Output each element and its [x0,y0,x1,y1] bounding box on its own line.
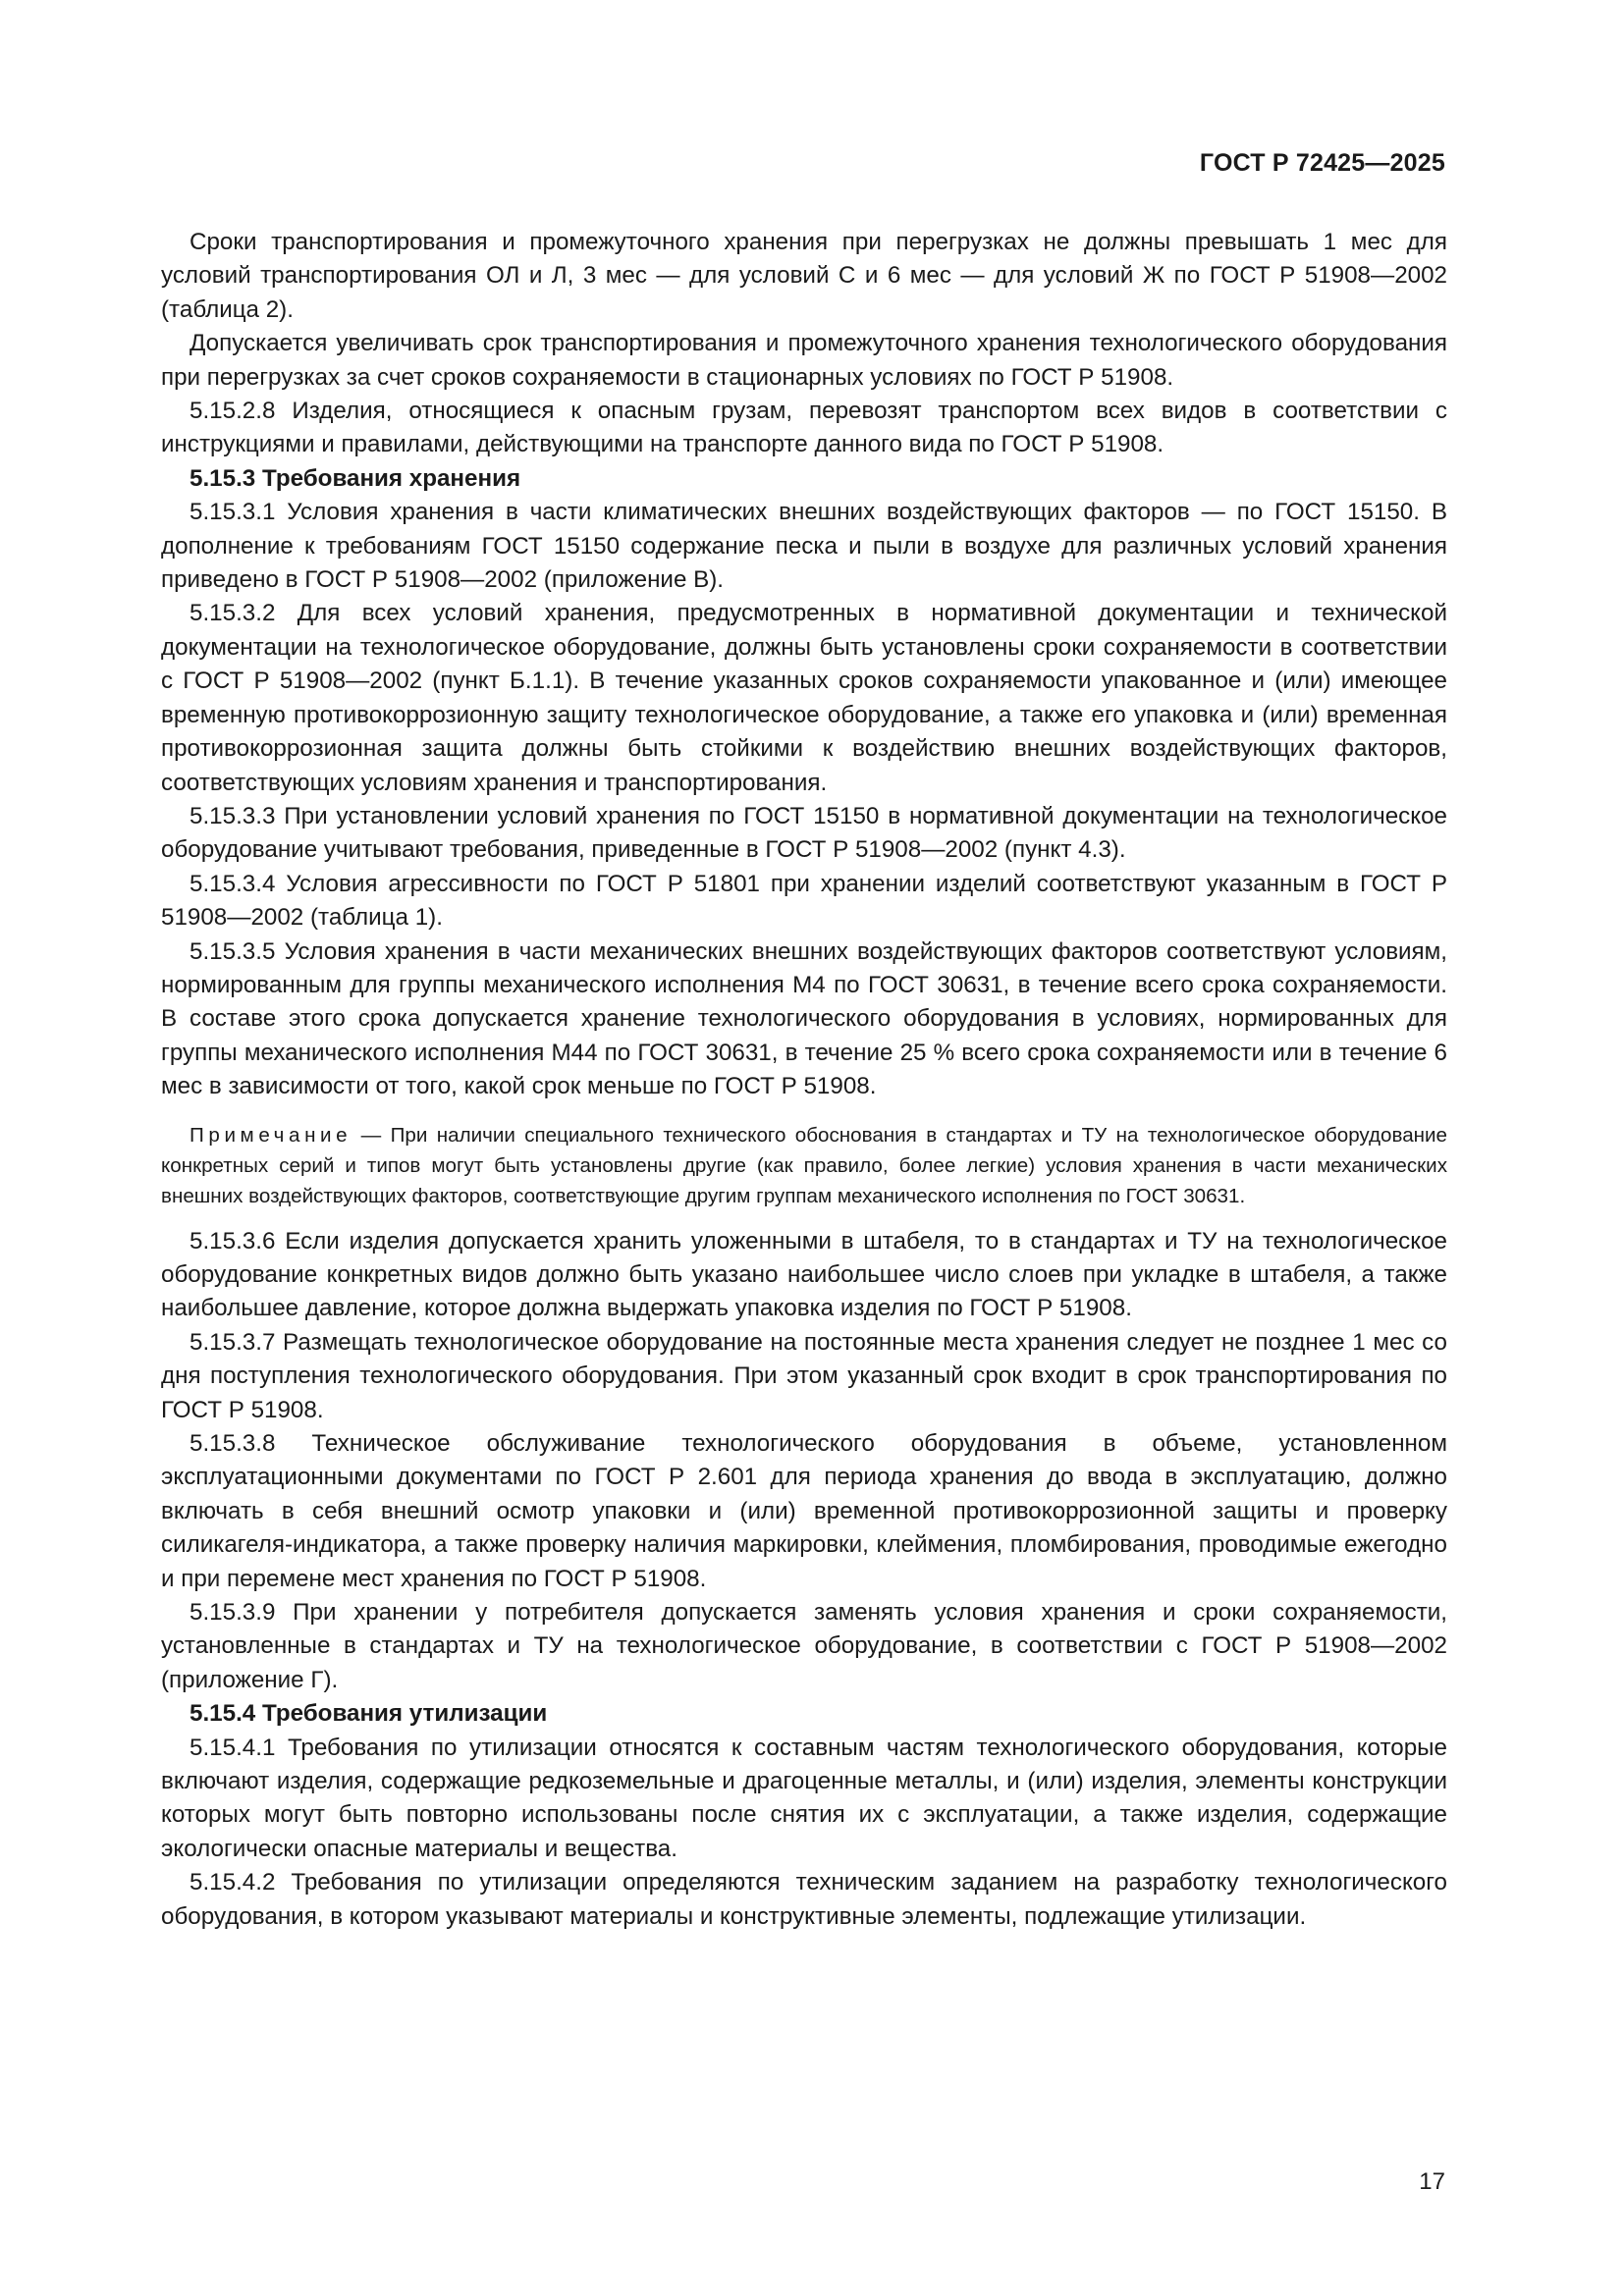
document-body [161,226,1447,1934]
paragraph-5-15-3-4: 5.15.3.4 Условия агрессивности по ГОСТ Р 51801 при хранении изделий соответствуют указанным в ГОСТ Р 51908—2002 (таблица 1). [161,870,1447,932]
note-label: Примечание [189,1123,352,1147]
paragraph-5-15-3-2: 5.15.3.2 Для всех условий хранения, предусмотренных в нормативной документации и технической документации на технологическое оборудование, должны быть установлены сроки сохраняемости в соответствии с ГОСТ Р 51908—2002 (пункт Б.1.1). В течение указанных сроков сохраняемости упакованное и (или) имеющее временную противокоррозионную защиту технологическое оборудование, а также его упаковка и (или) временная противокоррозионная защита должны быть стойкими к воздействию внешних воздействующих факторов, соответствующих условиям хранения и транспортирования. [161,600,1447,796]
paragraph-5-15-3-9: 5.15.3.9 При хранении у потребителя допускается заменять условия хранения и сроки сохраняемости, установленные в стандартах и ТУ на технологическое оборудование, в соответствии с ГОСТ Р 51908—2002 (приложение Г). [161,1599,1447,1693]
paragraph-5-15-4-2: 5.15.4.2 Требования по утилизации определяются техническим заданием на разработку технологического оборудования, в котором указывают материалы и конструктивные элементы, подлежащие утилизации. [161,1869,1447,1930]
paragraph-transport-terms: Сроки транспортирования и промежуточного хранения при перегрузках не должны превышать 1 мес для условий транспортирования ОЛ и Л, 3 мес — для условий С и 6 мес — для условий Ж по ГОСТ Р 51908—2002 (таблица 2). [161,229,1447,323]
document-code-header: ГОСТ Р 72425—2025 [1199,149,1445,177]
paragraph-5-15-3-6: 5.15.3.6 Если изделия допускается хранить уложенными в штабеля, то в стандартах и ТУ на технологическое оборудование конкретных видов должно быть указано наибольшее число слоев при укладке в штабеля, а также наибольшее давление, которое должна выдержать упаковка изделия по ГОСТ Р 51908. [161,1227,1447,1322]
paragraph-5-15-3-5: 5.15.3.5 Условия хранения в части механических внешних воздействующих факторов соответствуют условиям, нормированным для группы механического исполнения М4 по ГОСТ 30631, в течение всего срока сохраняемости. В составе этого срока допускается хранение технологического оборудования в условиях, нормированных для группы механического исполнения М44 по ГОСТ 30631, в течение 25 % всего срока сохраняемости или в течение 6 мес в зависимости от того, какой срок меньше по ГОСТ Р 51908. [161,937,1447,1100]
paragraph-transport-extension: Допускается увеличивать срок транспортирования и промежуточного хранения технологического оборудования при перегрузках за счет сроков сохраняемости в стационарных условиях по ГОСТ Р 51908. [161,330,1447,391]
paragraph-5-15-4-1: 5.15.4.1 Требования по утилизации относятся к составным частям технологического оборудования, которые включают изделия, содержащие редкоземельные и драгоценные металлы, и (или) изделия, элементы конструкции которых могут быть повторно использованы после снятия их с эксплуатации, а также изделия, содержащие экологически опасные материалы и вещества. [161,1734,1447,1862]
paragraph-5-15-3-1: 5.15.3.1 Условия хранения в части климатических внешних воздействующих факторов — по ГОСТ 15150. В дополнение к требованиям ГОСТ 15150 содержание песка и пыли в воздухе для различных условий хранения приведено в ГОСТ Р 51908—2002 (приложение В). [161,499,1447,594]
section-heading-disposal: 5.15.4 Требования утилизации [189,1700,548,1728]
paragraph-5-15-3-7: 5.15.3.7 Размещать технологическое оборудование на постоянные места хранения следует не позднее 1 мес со дня поступления технологического оборудования. При этом указанный срок входит в срок транспортирования по ГОСТ Р 51908. [161,1328,1447,1423]
paragraph-5-15-2-8: 5.15.2.8 Изделия, относящиеся к опасным грузам, перевозят транспортом всех видов в соответствии с инструкциями и правилами, действующими на транспорте данного вида по ГОСТ Р 51908. [161,398,1447,458]
note-block [161,1120,1447,1211]
page-number: 17 [1419,2168,1445,2195]
section-heading-storage: 5.15.3 Требования хранения [189,464,521,492]
note-text: — При наличии специального технического обоснования в стандартах и ТУ на технологическое оборудование конкретных серий и типов могут быть установлены другие (как правило, более легкие) условия хранения в части механических внешних воздействующих факторов, соответствующие другим группам механического исполнения по ГОСТ 30631. [161,1123,1447,1207]
paragraph-5-15-3-8: 5.15.3.8 Техническое обслуживание технологического оборудования в объеме, установленном эксплуатационными документами по ГОСТ Р 2.601 для периода хранения до ввода в эксплуатацию, должно включать в себя внешний осмотр упаковки и (или) временной противокоррозионной защиты и проверку силикагеля-индикатора, а также проверку наличия маркировки, клеймения, пломбирования, проводимые ежегодно и при перемене мест хранения по ГОСТ Р 51908. [161,1430,1447,1592]
paragraph-5-15-3-3: 5.15.3.3 При установлении условий хранения по ГОСТ 15150 в нормативной документации на технологическое оборудование учитывают требования, приведенные в ГОСТ Р 51908—2002 (пункт 4.3). [161,802,1447,864]
